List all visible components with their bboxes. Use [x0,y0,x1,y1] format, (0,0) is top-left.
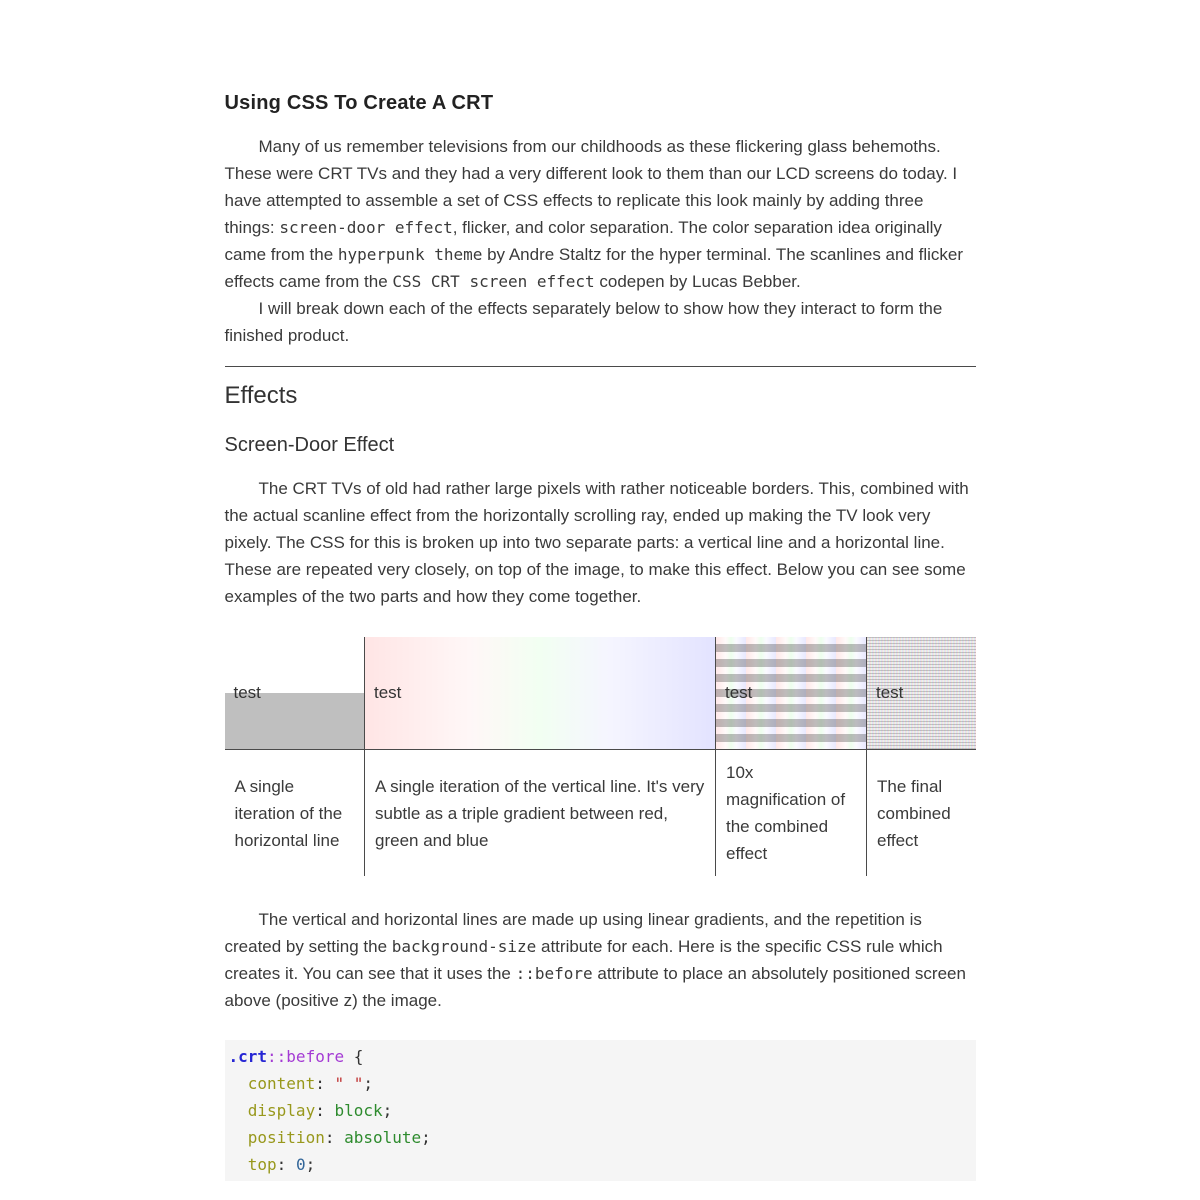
code-line [229,1097,972,1124]
demo-cell-vertical-line [365,637,716,750]
code-token: .crt [228,1047,268,1066]
code-line [229,1151,972,1178]
demo-description-magnified: 10x magnification of the combined effect [716,750,867,877]
demo-label: test [876,683,904,702]
text-segment: codepen by Lucas Bebber. [594,272,801,291]
vertical-line-demo [365,637,715,749]
demo-cell-final [867,637,976,750]
text-segment: , flicker, and color separation. The color separation idea originally came from the [224,218,942,264]
code-token: : [315,1101,325,1120]
code-token: { [353,1047,364,1066]
text-segment: Many of us remember televisions from our childhoods as these flickering glass behemoths. These were CRT TVs and they had a very different look to them than our LCD screens do today. I have attempted to assemble a set of CSS effects to replicate this look mainly by adding three things: [224,137,958,237]
code-token: top [247,1155,277,1174]
code-token [229,1128,248,1147]
demo-row [225,637,976,750]
code-token: content [247,1074,316,1093]
inline-code: CSS CRT screen effect [392,272,595,291]
code-token [229,1155,248,1174]
code-token [286,1155,296,1174]
description-row [225,750,976,877]
demo-label: test [725,683,753,702]
code-line [229,1043,972,1070]
text-segment: The vertical and horizontal lines are made up using linear gradients, and the repetition is created by setting the [224,910,922,956]
code-token: ; [382,1101,393,1120]
intro-paragraph-1 [225,133,976,295]
demo-description-final: The final combined effect [867,750,976,877]
code-token: ; [363,1074,374,1093]
code-token: position [247,1128,325,1147]
effects-demo-table [225,637,976,876]
code-token: absolute [344,1128,422,1147]
code-token [229,1074,248,1093]
text-segment: attribute for each. Here is the specific CSS rule which creates it. You can see that it uses the [224,937,943,983]
text-segment: by Andre Staltz for the hyper terminal. The scanlines and flicker effects came from the [224,245,964,291]
code-token [344,1047,354,1066]
effects-heading: Effects [224,382,298,409]
demo-description-horizontal: A single iteration of the horizontal line [234,776,343,850]
code-token: block [334,1101,383,1120]
text-segment: attribute to place an absolutely positioned screen above (positive z) the image. [224,964,966,1010]
demo-cell-magnified [716,637,867,750]
code-token: : [324,1128,335,1147]
code-token: ::before [267,1047,345,1066]
page-title: Using CSS To Create A CRT [224,92,494,114]
code-line [229,1124,972,1151]
css-code-block [225,1040,976,1181]
code-token [229,1101,248,1120]
inline-code: background-size [391,937,537,956]
code-token: : [276,1155,287,1174]
code-token: display [247,1101,316,1120]
code-token: : [315,1074,325,1093]
code-token: " " [334,1074,364,1093]
gradients-paragraph [225,906,976,1014]
section-divider [225,366,976,367]
intro-paragraph-2: I will break down each of the effects separately below to show how they interact to form the finished product. [224,299,943,345]
code-token: ; [305,1155,316,1174]
code-token [334,1128,344,1147]
demo-description-vertical: A single iteration of the vertical line. It's very subtle as a triple gradient between red, green and blue [365,750,716,877]
inline-code: hyperpunk theme [337,245,483,264]
horizontal-line-demo [225,637,365,749]
demo-label: test [374,683,402,702]
inline-code: ::before [515,964,593,983]
article [225,0,976,1181]
code-token: ; [421,1128,431,1147]
demo-cell-horizontal-line [225,637,365,750]
screen-door-paragraph: The CRT TVs of old had rather large pixels with rather noticeable borders. This, combined with the actual scanline effect from the horizontally scrolling ray, ended up making the TV look very pixely. The CSS for this is broken up into two separate parts: a vertical line and a horizontal line. These are repeated very closely, on top of the image, to make this effect. Below you can see some examples of the two parts and how they come together. [224,479,969,606]
inline-code: screen-door effect [279,218,453,237]
final-combined-demo [867,637,976,749]
demo-label: test [233,683,261,702]
code-line [229,1070,972,1097]
magnified-combined-demo [716,637,866,749]
code-token: 0 [295,1155,306,1174]
screen-door-heading: Screen-Door Effect [224,434,395,456]
